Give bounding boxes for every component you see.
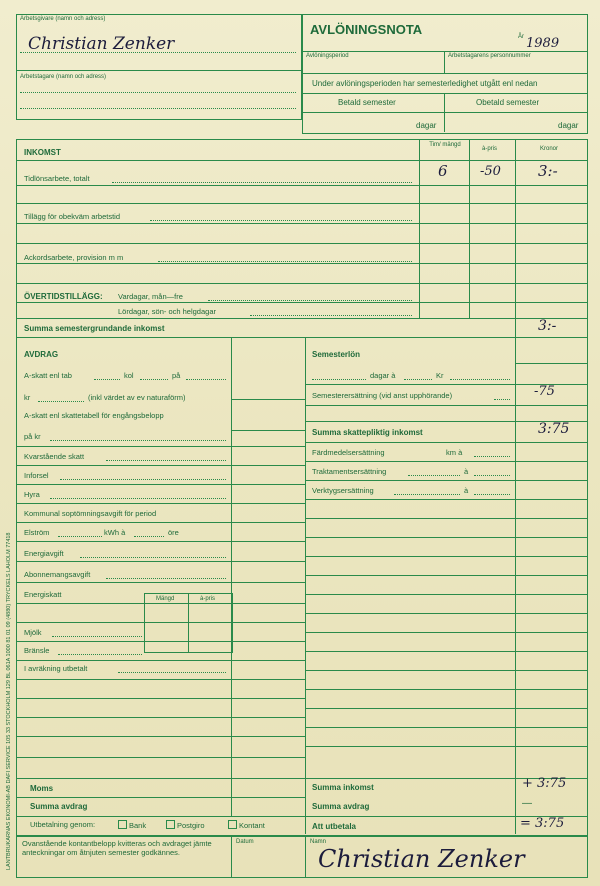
period-label: Avlöningsperiod (306, 53, 349, 59)
vacation-compensation-value: -75 (534, 384, 555, 399)
total-deductions-value: — (522, 798, 532, 809)
price-value: -50 (480, 164, 501, 179)
lump-sum-on-kr-label: på kr (24, 432, 41, 441)
unpaid-days-label: dagar (558, 121, 579, 130)
name-label: Namn (310, 839, 327, 845)
cash-checkbox-box[interactable] (228, 820, 237, 829)
total-deductions-left-label: Summa avdrag (30, 802, 88, 811)
vacation-question: Under avlöningsperioden har semesterledighet utgått enl nedan (312, 79, 538, 88)
tax-column-label: kol (124, 371, 134, 380)
rent-label: Hyra (24, 490, 40, 499)
receipt-text: Ovanstående kontantbelopp kvitteras och avdraget jämte anteckningar om åtnjuten semester godkännes. (22, 839, 212, 857)
electricity-label: Elström (24, 528, 50, 537)
tax-on-label: på (172, 371, 181, 380)
employer-label: Arbetsgivare (namn och adress) (20, 16, 106, 22)
hours-value: 6 (438, 162, 448, 180)
milk-label: Mjölk (24, 628, 42, 637)
energy-fee-label: Energiavgift (24, 549, 64, 558)
lump-sum-tax-label: A-skatt enl skattetabell för engångsbelopp (24, 411, 164, 420)
sum-vacation-basis-label: Summa semestergrundande inkomst (24, 324, 165, 333)
taxable-income-value: 3:75 (538, 421, 570, 437)
income-heading: INKOMST (24, 148, 61, 157)
paid-vacation-label: Betald semester (338, 98, 396, 107)
cash-label: Kontant (239, 821, 265, 830)
vacation-pay-label: Semesterlön (312, 350, 361, 359)
bank-checkbox-box[interactable] (118, 820, 127, 829)
tax-kr-label: kr (24, 393, 31, 402)
page-title: AVLÖNINGSNOTA (310, 22, 423, 37)
price-column-header: à-pris (482, 146, 498, 152)
total-income-value: + 3:75 (522, 776, 567, 791)
total-deductions-label: Summa avdrag (312, 802, 370, 811)
unpaid-vacation-label: Obetald semester (476, 98, 540, 107)
year-label: År (518, 34, 524, 40)
hours-column-header: Tim/ mängd (429, 142, 461, 148)
subscription-fee-label: Abonnemangsavgift (24, 570, 91, 579)
vat-label: Moms (30, 784, 54, 793)
cash-checkbox[interactable] (228, 820, 265, 830)
travel-allowance-label: Färdmedelsersättning (312, 448, 385, 457)
amount-to-pay-label: Att utbetala (312, 822, 356, 831)
kronor-column-header: Kronor (540, 146, 559, 152)
income-row-piecework-label: Ackordsarbete, provision m m (24, 253, 124, 262)
quantity-header: Mängd (156, 596, 175, 602)
fuel-label: Bränsle (24, 646, 50, 655)
postgiro-checkbox[interactable] (166, 820, 205, 830)
tax-table-label: A-skatt enl tab (24, 371, 72, 380)
overtime-weekends: Lördagar, sön- och helgdagar (118, 307, 216, 316)
deductions-heading: AVDRAG (24, 350, 59, 359)
overtime-label: ÖVERTIDSTILLÄGG: (24, 292, 103, 301)
income-row-time-label: Tidlönsarbete, totalt (24, 174, 90, 183)
paid-days-label: dagar (416, 121, 437, 130)
total-income-label: Summa inkomst (312, 783, 374, 792)
income-row-ob-label: Tillägg för obekväm arbetstid (24, 212, 121, 221)
residual-tax-label: Kvarstående skatt (24, 452, 85, 461)
subsistence-label: Traktamentsersättning (312, 467, 387, 476)
vacation-kr-label: Kr (436, 371, 444, 380)
bank-checkbox[interactable] (118, 820, 146, 830)
subsistence-a-label: à (464, 467, 469, 476)
personnummer-label: Arbetstagarens personnummer (448, 53, 531, 59)
employer-signature: Christian Zenker (28, 34, 175, 54)
employee-signature: Christian Zenker (318, 845, 525, 873)
kronor-value: 3:- (538, 162, 558, 180)
date-label: Datum (236, 839, 254, 845)
printer-imprint: LANTBRUKARNAS EKONOMI-AB DAFI SERVICE 105 33 STOCKHOLM 129 BL 061A 1000 81 01 09 (4880) TRYCKELS LAHOLM 77418 (6, 532, 12, 870)
vacation-days-label: dagar à (370, 371, 396, 380)
tool-allowance-label: Verktygsersättning (312, 486, 374, 495)
payment-method-label: Utbetalning genom: (30, 820, 96, 829)
bank-label: Bank (129, 821, 147, 830)
postgiro-checkbox-box[interactable] (166, 820, 175, 829)
kwh-label: kWh à (104, 528, 126, 537)
postgiro-label: Postgiro (177, 821, 205, 830)
amount-to-pay-value: = 3:75 (520, 816, 565, 831)
tool-a-label: à (464, 486, 469, 495)
settlement-paid-label: I avräkning utbetalt (24, 664, 88, 673)
year-value: 1989 (526, 36, 560, 51)
waste-fee-label: Kommunal soptömningsavgift för period (24, 509, 157, 518)
unit-price-header: à-pris (200, 596, 216, 602)
travel-km-label: km à (446, 448, 463, 457)
employer-box (16, 14, 302, 120)
taxable-income-label: Summa skattepliktig inkomst (312, 428, 423, 437)
energy-tax-label: Energiskatt (24, 590, 62, 599)
employee-label: Arbetstagare (namn och adress) (20, 74, 107, 80)
vacation-compensation-label: Semesterersättning (vid anst upphörande) (312, 391, 453, 400)
overtime-weekdays: Vardagar, mån—fre (118, 292, 183, 301)
ore-label: öre (168, 528, 179, 537)
tax-benefit-note: (inkl värdet av ev naturaförm) (88, 393, 186, 402)
sum-vacation-basis-value: 3:- (538, 318, 557, 334)
garnishment-label: Inforsel (24, 471, 49, 480)
